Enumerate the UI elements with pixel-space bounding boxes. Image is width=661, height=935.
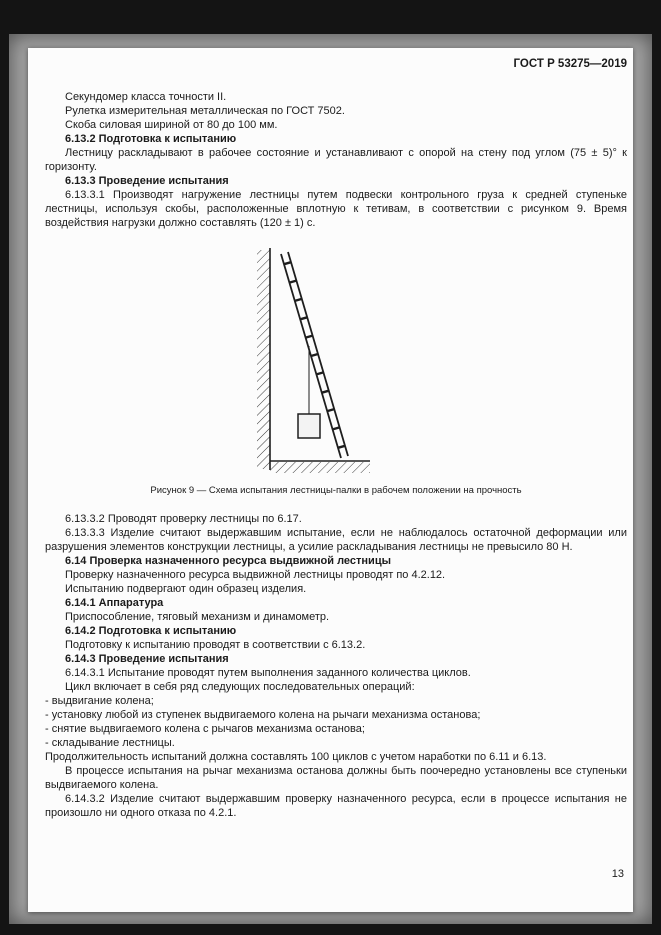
para-6-14-3-1: 6.14.3.1 Испытание проводят путем выполнения заданного количества циклов. <box>65 667 471 679</box>
list-item-set-step: - установку любой из ступенек выдвигаемого колена на рычаги механизма останова; <box>45 709 481 721</box>
para-all-steps: В процессе испытания на рычаг механизма останова должны быть поочередно установлены все ступеньки выдвигаемого колена. <box>45 765 627 791</box>
para-resource-check: Проверку назначенного ресурса выдвижной лестницы проводят по 4.2.12. <box>65 569 446 581</box>
floor-hatching <box>270 462 370 473</box>
list-item-fold: - складывание лестницы. <box>45 737 175 749</box>
heading-6-14: 6.14 Проверка назначенного ресурса выдвижной лестницы <box>65 555 391 567</box>
para-6-14-3-2: 6.14.3.2 Изделие считают выдержавшим проверку назначенного ресурса, если в процессе испытания не произошло ни одного отказа по 4.2.1. <box>45 793 627 819</box>
figure-9-block <box>45 246 627 497</box>
heading-6-13-2: 6.13.2 Подготовка к испытанию <box>65 133 237 145</box>
para-6-13-3-3: 6.13.3.3 Изделие считают выдержавшим испытание, если не наблюдалось остаточной деформации или разрушения элементов конструкции лестницы, а усилие раскладывания лестницы не превысило 80 Н. <box>45 527 627 553</box>
ladder-test-diagram <box>248 246 378 476</box>
heading-6-14-2: 6.14.2 Подготовка к испытанию <box>65 625 237 637</box>
heading-6-14-1: 6.14.1 Аппаратура <box>65 597 164 609</box>
para-apparatus: Приспособление, тяговый механизм и динамометр. <box>65 611 330 623</box>
para-6-13-3-1: 6.13.3.1 Производят нагружение лестницы путем подвески контрольного груза к средней ступеньке лестницы, используя скобы, расположенные вплотную к тетивам, в соответствии с рисунком 9. Время воздействия нагрузки должно составлять (120 ± 1) с. <box>45 189 627 229</box>
control-weight <box>298 414 320 438</box>
para-tape-measure: Рулетка измерительная металлическая по ГОСТ 7502. <box>65 105 345 117</box>
para-clamp: Скоба силовая шириной от 80 до 100 мм. <box>65 119 278 131</box>
para-6-13-3-2: 6.13.3.2 Проводят проверку лестницы по 6.17. <box>65 513 302 525</box>
page-number: 13 <box>611 868 624 880</box>
para-one-sample: Испытанию подвергают один образец изделия. <box>65 583 307 595</box>
heading-6-13-3: 6.13.3 Проведение испытания <box>65 175 229 187</box>
para-stopwatch: Секундомер класса точности II. <box>65 91 227 103</box>
document-page <box>28 48 633 912</box>
wall-hatching <box>257 250 270 469</box>
list-item-extend: - выдвигание колена; <box>45 695 154 707</box>
para-setup-angle: Лестницу раскладывают в рабочее состояние и устанавливают с опорой на стену под углом (75 ± 5)° к горизонту. <box>45 147 627 173</box>
heading-6-14-3: 6.14.3 Проведение испытания <box>65 653 229 665</box>
list-item-remove: - снятие выдвигаемого колена с рычагов механизма останова; <box>45 723 365 735</box>
para-cycle-intro: Цикл включает в себя ряд следующих последовательных операций: <box>65 681 415 693</box>
figure-9-caption: Рисунок 9 — Схема испытания лестницы-палки в рабочем положении на прочность <box>150 485 522 496</box>
para-preparation: Подготовку к испытанию проводят в соответствии с 6.13.2. <box>65 639 366 651</box>
document-code-header: ГОСТ Р 53275—2019 <box>513 58 627 70</box>
para-duration: Продолжительность испытаний должна составлять 100 циклов с учетом наработки по 6.11 и 6.13. <box>45 751 547 763</box>
